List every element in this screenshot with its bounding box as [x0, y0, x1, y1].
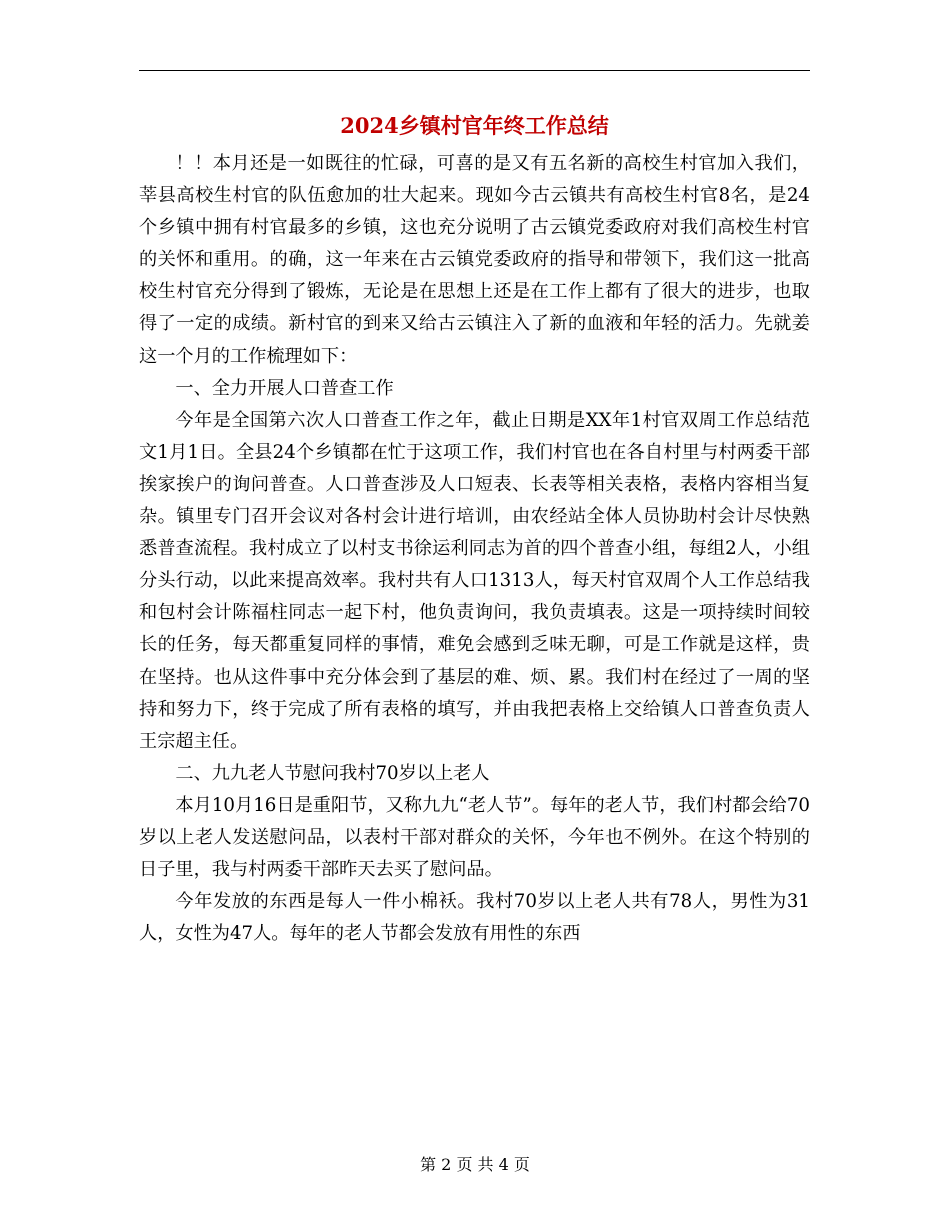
intro-paragraph: ！！本月还是一如既往的忙碌，可喜的是又有五名新的高校生村官加入我们，莘县高校生村官的队伍愈加的壮大起来。现如今古云镇共有高校生村官8名，是24个乡镇中拥有村官最多的乡镇，这也充分说明了古云镇党委政府对我们高校生村官的关怀和重用。的确，这一年来在古云镇党委政府的指导和带领下，我们这一批高校生村官充分得到了锻炼，无论是在思想上还是在工作上都有了很大的进步，也取得了一定的成绩。新村官的到来又给古云镇注入了新的血液和年轻的活力。先就姜这一个月的工作梳理如下： [139, 153, 810, 367]
section-heading-census: 一、全力开展人口普查工作 [175, 377, 394, 399]
census-paragraph: 今年是全国第六次人口普查工作之年，截止日期是XX年1村官双周工作总结范文1月1日。全县24个乡镇都在忙于这项工作，我们村官也在各自村里与村两委干部挨家挨户的询问普查。人口普查涉及人口短表、长表等相关表格，表格内容相当复杂。镇里专门召开会议对各村会计进行培训，由农经站全体人员协助村会计尽快熟悉普查流程。我村成立了以村支书徐运利同志为首的四个普查小组，每组2人，小组分头行动，以此来提高效率。我村共有人口1313人，每天村官双周个人工作总结我和包村会计陈福柱同志一起下村，他负责询问，我负责填表。这是一项持续时间较长的任务，每天都重复同样的事情，难免会感到乏味无聊，可是工作就是这样，贵在坚持。也从这件事中充分体会到了基层的难、烦、累。我们村在经过了一周的坚持和努力下，终于完成了所有表格的填写，并由我把表格上交给镇人口普查负责人王宗超主任。 [139, 409, 810, 752]
document-body [139, 148, 810, 950]
elderly-paragraph: 本月10月16日是重阳节，又称九九“老人节”。每年的老人节，我们村都会给70岁以上老人发送慰问品，以表村干部对群众的关怀，今年也不例外。在这个特别的日子里，我与村两委干部昨天去买了慰问品。 [139, 794, 810, 881]
section-heading-elderly: 二、九九老人节慰问我村70岁以上老人 [175, 762, 490, 784]
page-footer: 第 2 页 共 4 页 [420, 1155, 530, 1174]
header-rule [139, 70, 810, 71]
document-title: 2024乡镇村官年终工作总结 [340, 113, 609, 138]
gifts-paragraph: 今年发放的东西是每人一件小棉袄。我村70岁以上老人共有78人，男性为31人，女性为47人。每年的老人节都会发放有用性的东西 [139, 891, 810, 945]
